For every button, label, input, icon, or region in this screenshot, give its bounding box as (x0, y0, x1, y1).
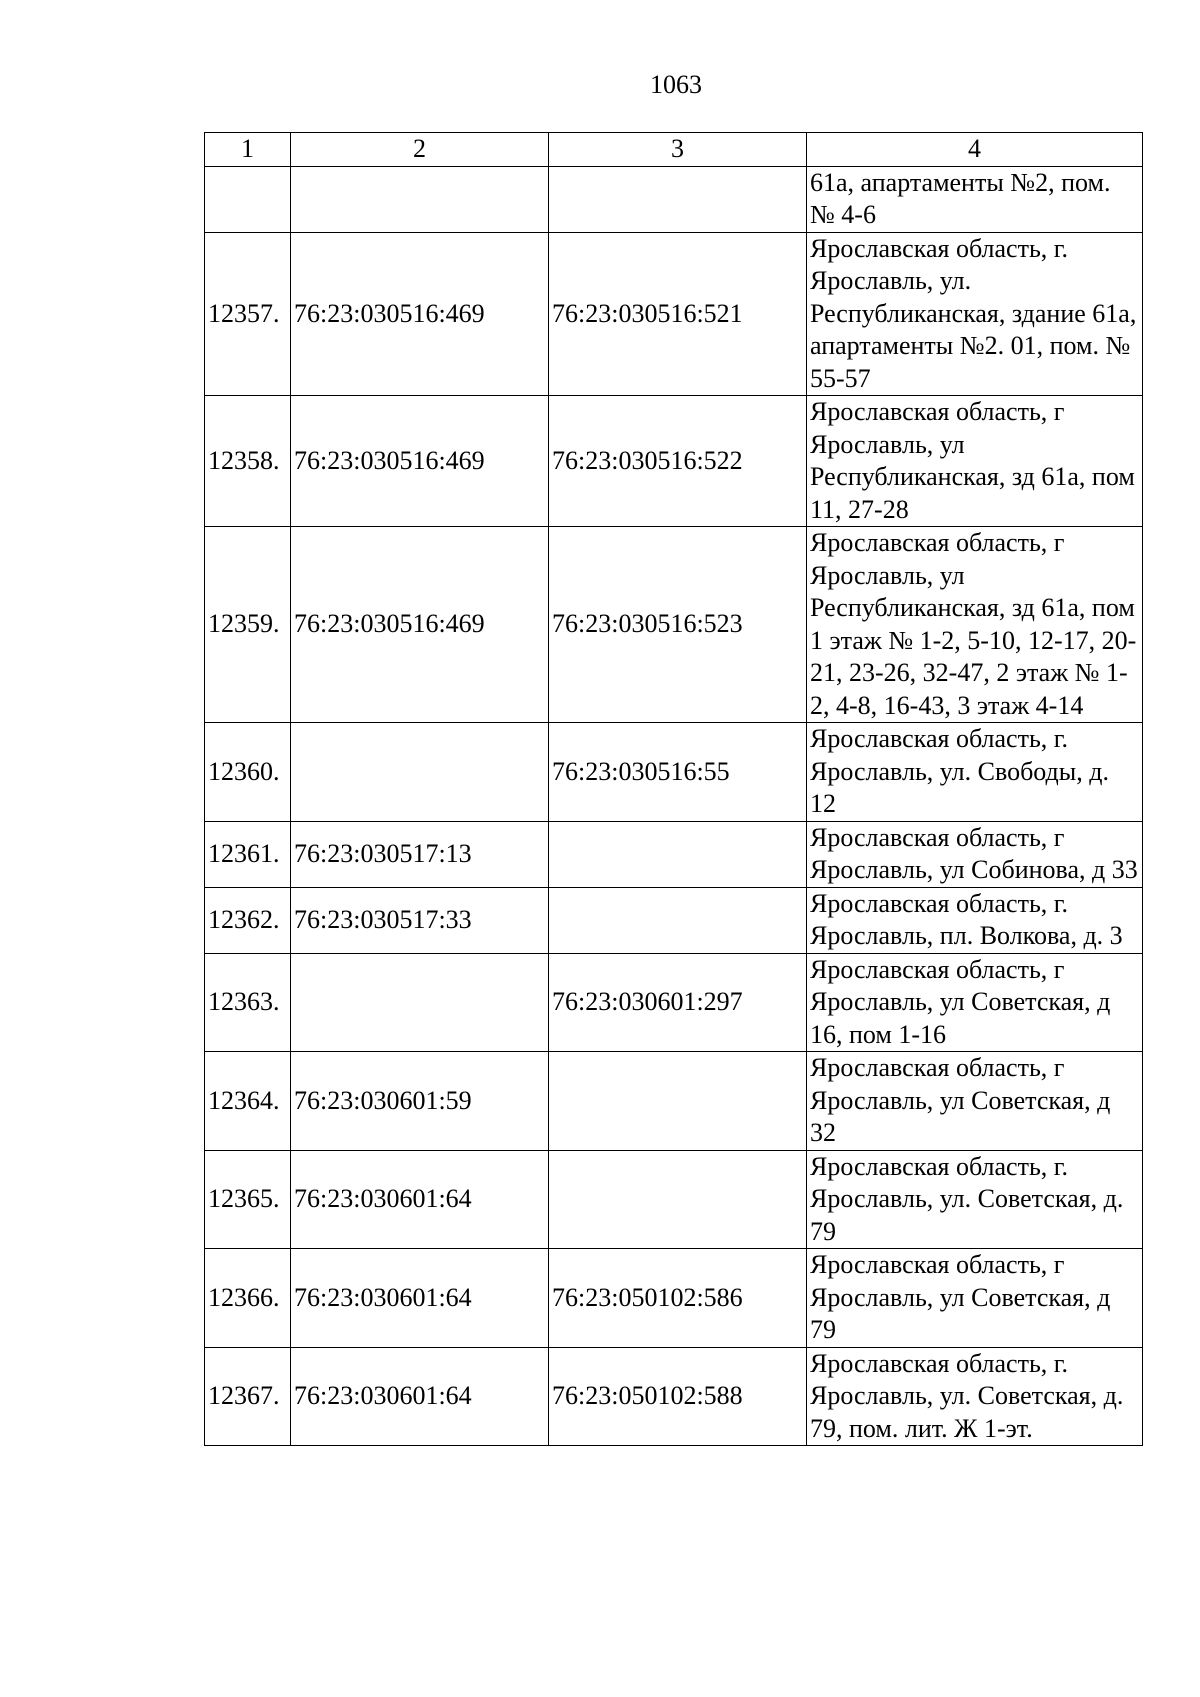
header-col-2: 2 (291, 133, 549, 167)
cadastral-number-building: 76:23:030601:64 (291, 1150, 549, 1249)
table-row (205, 821, 1143, 887)
row-number: 12366. (205, 1249, 291, 1348)
address: Ярославская область, г. Ярославль, ул. Республиканская, здание 61а, апартаменты №2. 01, пом. № 55-57 (807, 232, 1143, 396)
cadastral-number-building (291, 723, 549, 822)
address: 61а, апартаменты №2, пом. № 4-6 (807, 166, 1143, 232)
header-col-1: 1 (205, 133, 291, 167)
header-row (205, 133, 1143, 167)
table-row (205, 1150, 1143, 1249)
address: Ярославская область, г. Ярославль, пл. Волкова, д. 3 (807, 887, 1143, 953)
row-number (205, 166, 291, 232)
header-col-4: 4 (807, 133, 1143, 167)
table-row (205, 527, 1143, 723)
cadastral-number-building: 76:23:030517:33 (291, 887, 549, 953)
address: Ярославская область, г Ярославль, ул Собинова, д 33 (807, 821, 1143, 887)
address: Ярославская область, г Ярославль, ул Республиканская, зд 61а, пом 11, 27-28 (807, 396, 1143, 527)
address: Ярославская область, г. Ярославль, ул. Свободы, д. 12 (807, 723, 1143, 822)
address: Ярославская область, г Ярославль, ул Советская, д 32 (807, 1052, 1143, 1151)
cadastral-number-premises: 76:23:030516:521 (549, 232, 807, 396)
table-body (205, 166, 1143, 1446)
cadastral-number-premises (549, 1052, 807, 1151)
table-row (205, 887, 1143, 953)
row-number: 12361. (205, 821, 291, 887)
table-row (205, 953, 1143, 1052)
page-number: 1063 (650, 70, 702, 99)
cadastral-number-building (291, 166, 549, 232)
table-row (205, 166, 1143, 232)
cadastral-number-premises: 76:23:030516:55 (549, 723, 807, 822)
address: Ярославская область, г Ярославль, ул Советская, д 79 (807, 1249, 1143, 1348)
cadastral-number-building: 76:23:030601:59 (291, 1052, 549, 1151)
cadastral-number-premises: 76:23:030516:523 (549, 527, 807, 723)
table-row (205, 1249, 1143, 1348)
cadastral-number-premises (549, 887, 807, 953)
table-row (205, 232, 1143, 396)
table-row (205, 396, 1143, 527)
cadastral-number-premises: 76:23:030601:297 (549, 953, 807, 1052)
table-row (205, 723, 1143, 822)
cadastral-number-building: 76:23:030601:64 (291, 1249, 549, 1348)
row-number: 12364. (205, 1052, 291, 1151)
row-number: 12365. (205, 1150, 291, 1249)
row-number: 12362. (205, 887, 291, 953)
table-header (205, 133, 1143, 167)
cadastral-number-premises (549, 1150, 807, 1249)
cadastral-number-building: 76:23:030601:64 (291, 1347, 549, 1446)
cadastral-number-premises: 76:23:050102:588 (549, 1347, 807, 1446)
address: Ярославская область, г. Ярославль, ул. Советская, д. 79, пом. лит. Ж 1-эт. (807, 1347, 1143, 1446)
address: Ярославская область, г. Ярославль, ул. Советская, д. 79 (807, 1150, 1143, 1249)
cadastral-number-building: 76:23:030516:469 (291, 396, 549, 527)
row-number: 12363. (205, 953, 291, 1052)
row-number: 12359. (205, 527, 291, 723)
row-number: 12358. (205, 396, 291, 527)
cadastral-number-premises: 76:23:030516:522 (549, 396, 807, 527)
cadastral-number-building: 76:23:030517:13 (291, 821, 549, 887)
cadastral-number-premises (549, 821, 807, 887)
address: Ярославская область, г Ярославль, ул Советская, д 16, пом 1-16 (807, 953, 1143, 1052)
cadastral-number-building: 76:23:030516:469 (291, 527, 549, 723)
cadastral-number-building: 76:23:030516:469 (291, 232, 549, 396)
table-row (205, 1052, 1143, 1151)
row-number: 12357. (205, 232, 291, 396)
table-row (205, 1347, 1143, 1446)
registry-table (204, 132, 1143, 1446)
row-number: 12360. (205, 723, 291, 822)
cadastral-number-building (291, 953, 549, 1052)
cadastral-number-premises (549, 166, 807, 232)
cadastral-number-premises: 76:23:050102:586 (549, 1249, 807, 1348)
header-col-3: 3 (549, 133, 807, 167)
row-number: 12367. (205, 1347, 291, 1446)
address: Ярославская область, г Ярославль, ул Республиканская, зд 61а, пом 1 этаж № 1-2, 5-10, 12-17, 20-21, 23-26, 32-47, 2 этаж № 1-2, 4-8, 16-43, 3 этаж 4-14 (807, 527, 1143, 723)
